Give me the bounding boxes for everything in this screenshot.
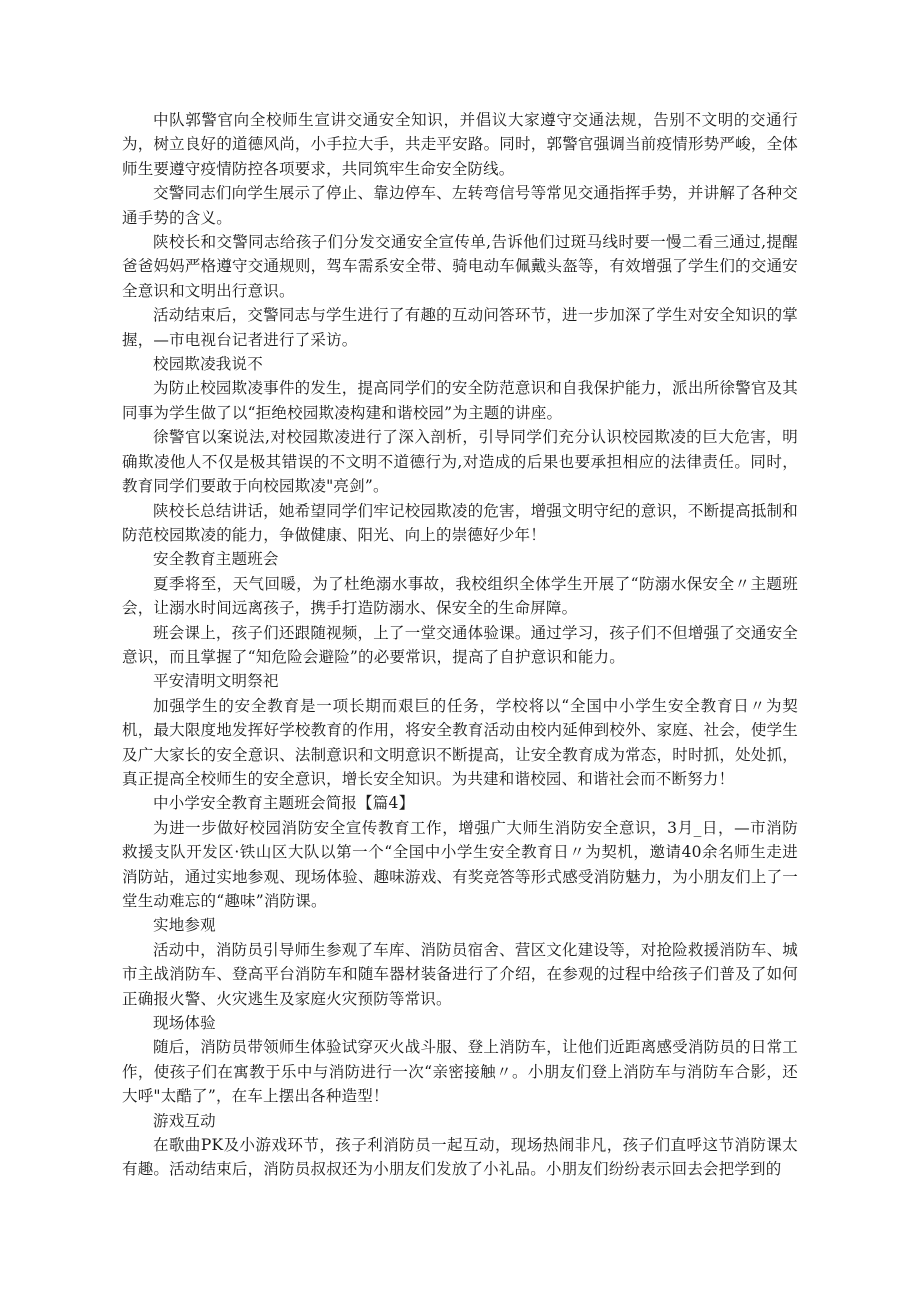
- paragraph: 夏季将至，天气回暖，为了杜绝溺水事故，我校组织全体学生开展了“防溺水保安全〃主题班会，让溺水时间远离孩子，携手打造防溺水、保安全的生命屏障。: [122, 574, 798, 618]
- article-title: 中小学安全教育主题班会简报【篇4】: [153, 794, 415, 813]
- paragraph: 班会课上，孩子们还跟随视频，上了一堂交通体验课。通过学习，孩子们不但增强了交通安全意识，而且掌握了“知危险会避险”的必要常识，提高了自护意识和能力。: [122, 623, 798, 666]
- paragraph: 为防止校园欺凌事件的发生，提高同学们的安全防范意识和自我保护能力，派出所徐警官及其同事为学生做了以“拒绝校园欺凌构建和谐校园”为主题的讲座。: [122, 379, 798, 422]
- section-heading: 平安清明文明祭祀: [153, 672, 279, 691]
- paragraph: 徐警官以案说法,对校园欺凌进行了深入剖析，引导同学们充分认识校园欺凌的巨大危害，明确欺凌他人不仅是极其错误的不文明不道德行为,对造成的后果也要承担相应的法律责任。同时，教育同学们要敢于向校园欺凌"亮剑”。: [122, 428, 798, 496]
- paragraph: 加强学生的安全教育是一项长期而艰巨的任务，学校将以“全国中小学生安全教育日〃为契机，最大限度地发挥好学校教育的作用，将安全教育活动由校内延伸到校外、家庭、社会，使学生及广大家长的安全意识、法制意识和文明意识不断提高，让安全教育成为常态，时时抓，处处抓，真正提高全校师生的安全意识，增长安全知识。为共建和谐校园、和谐社会而不断努力！: [122, 696, 798, 788]
- document-page: [122, 108, 798, 1182]
- section-heading: 实地参观: [153, 916, 216, 935]
- paragraph: 活动结束后，交警同志与学生进行了有趣的互动问答环节，进一步加深了学生对安全知识的掌握，—市电视台记者进行了采访。: [122, 306, 798, 349]
- paragraph: 活动中，消防员引导师生参观了车库、消防员宿舍、营区文化建设等，对抢险救援消防车、城市主战消防车、登高平台消防车和随车器材装备进行了介绍，在参观的过程中给孩子们普及了如何正确报火警、火灾逃生及家庭火灾预防等常识。: [122, 940, 798, 1008]
- section-heading: 校园欺凌我说不: [153, 355, 263, 374]
- paragraph: 随后，消防员带领师生体验试穿灭火战斗服、登上消防车，让他们近距离感受消防员的日常工作，使孩子们在寓教于乐中与消防进行一次“亲密接触〃。小朋友们登上消防车与消防车合影，还大呼"太酷了”，在车上摆出各种造型！: [122, 1038, 798, 1106]
- paragraph: 为进一步做好校园消防安全宣传教育工作，增强广大师生消防安全意识，3月_日，—市消防救援支队开发区·铁山区大队以第一个“全国中小学生安全教育日〃为契机，邀请40余名师生走进消防站，通过实地参观、现场体验、趣味游戏、有奖竞答等形式感受消防魅力，为小朋友们上了一堂生动难忘的“趣味”消防课。: [122, 818, 798, 910]
- paragraph: 陕校长总结讲话，她希望同学们牢记校园欺凌的危害，增强文明守纪的意识，不断提高抵制和防范校园欺凌的能力，争做健康、阳光、向上的崇德好少年！: [122, 501, 798, 544]
- paragraph: 在歌曲PK及小游戏环节，孩子利消防员一起互动，现场热闹非凡，孩子们直呼这节消防课太有趣。活动结束后，消防员叔叔还为小朋友们发放了小礼品。小朋友们纷纷表示回去会把学到的: [122, 1136, 798, 1179]
- section-heading: 安全教育主题班会: [153, 550, 279, 569]
- paragraph: 陕校长和交警同志给孩子们分发交通安全宣传单,告诉他们过斑马线时要一慢二看三通过,提醒爸爸妈妈严格遵守交通规则，驾车需系安全带、骑电动车佩戴头盔等，有效增强了学生们的交通安全意识和文明出行意识。: [122, 233, 798, 300]
- section-heading: 游戏互动: [153, 1111, 216, 1130]
- section-heading: 现场体验: [153, 1014, 216, 1033]
- paragraph: 中队郭警官向全校师生宣讲交通安全知识，并倡议大家遵守交通法规，告别不文明的交通行为，树立良好的道德风尚，小手拉大手，共走平安路。同时，郭警官强调当前疫情形势严峻，全体师生要遵守疫情防控各项要求，共同筑牢生命安全防线。: [122, 111, 798, 178]
- paragraph: 交警同志们向学生展示了停止、靠边停车、左转弯信号等常见交通指挥手势，并讲解了各种交通手势的含义。: [122, 184, 798, 227]
